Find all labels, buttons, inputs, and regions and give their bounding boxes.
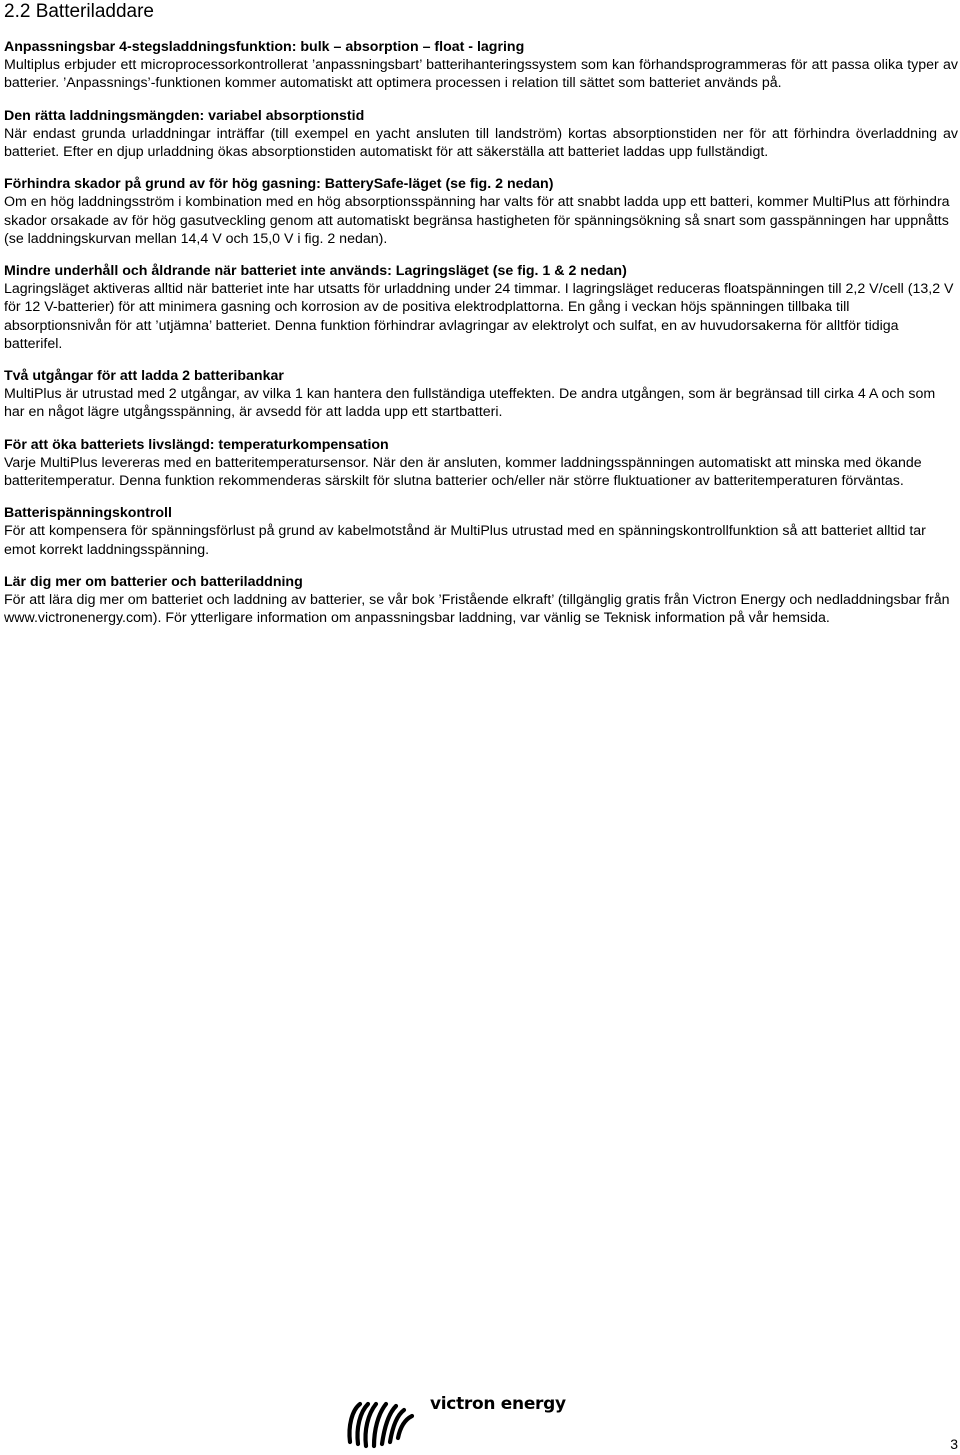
- paragraph-text: Varje MultiPlus levereras med en batteritemperatursensor. När den är ansluten, kommer laddningsspänningen automatiskt att minska med ökande batteritemperatur. Denna funktion rekommenderas särskilt för slutna batterier och/eller när större fluktuationer av batteritemperaturen förväntas.: [4, 454, 922, 490]
- paragraph-heading: Förhindra skador på grund av för hög gasning: BatterySafe-läget (se fig. 2 nedan): [4, 176, 554, 193]
- victron-wave-icon: [344, 1386, 422, 1450]
- paragraph-text: Om en hög laddningsström i kombination med en hög absorptionsspänning har valts för att snabbt ladda upp ett batteri, kommer MultiPlus att förhindra skador orsakade av för hög gasutveckling genom att automatiskt begränsa hastigheten för spänningsökning så snart som gasspänningen har uppnåtts (se laddningskurvan mellan 14,4 V och 15,0 V i fig. 2 nedan).: [4, 194, 950, 247]
- paragraph-text: Multiplus erbjuder ett microprocessorkontrollerat ’anpassningsbart’ batterihanteringssystem som kan förhandsprogrammeras för att passa olika typer av batterier. ’Anpassnings’-funktionen kommer automatiskt att optimera processen i relation till sättet som batteriet används på.: [4, 57, 958, 92]
- paragraph-text: MultiPlus är utrustad med 2 utgångar, av vilka 1 kan hantera den fullständiga uteffekten. De andra utgången, som är begränsad till cirka 4 A och som har en något lägre utgångsspänning, är avsedd för att ladda upp ett startbatteri.: [4, 386, 936, 421]
- paragraph-adaptive-charging: [4, 38, 958, 93]
- logo-wordmark: victron energy: [430, 1394, 566, 1414]
- paragraph-heading: Två utgångar för att ladda 2 batteribankar: [4, 368, 284, 385]
- paragraph-heading: För att öka batteriets livslängd: temperaturkompensation: [4, 436, 389, 453]
- paragraph-text: För att kompensera för spänningsförlust på grund av kabelmotstånd är MultiPlus utrustad med en spänningskontrollfunktion så att batteriet alltid tar emot korrekt laddningsspänning.: [4, 523, 926, 558]
- paragraph-temperature-compensation: [4, 436, 958, 491]
- paragraph-text: För att lära dig mer om batteriet och laddning av batterier, se vår bok ’Fristående elkraft’ (tillgänglig gratis från Victron Energy och nedladdningsbar från www.victronenergy.com). För ytterligare information om anpassningsbar laddning, var vänlig se Teknisk information på vår hemsida.: [4, 592, 950, 627]
- document-page: [4, 0, 958, 641]
- victron-logo: [344, 1386, 564, 1450]
- paragraph-heading: Batterispänningskontroll: [4, 505, 172, 522]
- paragraph-storage-mode: [4, 262, 958, 353]
- paragraph-learn-more: [4, 573, 958, 628]
- paragraph-text: När endast grunda urladdningar inträffar (till exempel en yacht ansluten till landström) kortas absorptionstiden ner för att förhindra överladdning av batteriet. Efter en djup urladdning ökas absorptionstiden automatiskt för att säkerställa att batteriet laddas upp fullständigt.: [4, 125, 958, 161]
- paragraph-batterysafe: [4, 175, 958, 248]
- paragraph-heading: Lär dig mer om batterier och batteriladdning: [4, 573, 303, 590]
- paragraph-text: Lagringsläget aktiveras alltid när batteriet inte har utsatts för urladdning under 24 timmar. I lagringsläget reduceras floatspänningen till 2,2 V/cell (13,2 V för 12 V-batterier) för att minimera gasning och korrosion av de positiva elektrodplattorna. En gång i veckan höjs spänningen tillbaka till absorptionsnivån för att ’utjämna’ batteriet. Denna funktion förhindrar avlagringar av elektrolyt och sulfat, en av huvudorsakerna för alltför tidiga batterifel.: [4, 281, 954, 352]
- paragraph-voltage-sense: [4, 504, 958, 559]
- paragraph-heading: Den rätta laddningsmängden: variabel absorptionstid: [4, 107, 365, 124]
- section-title: 2.2 Batteriladdare: [4, 1, 154, 22]
- page-number: 3: [950, 1436, 958, 1452]
- paragraph-heading: Mindre underhåll och åldrande när batteriet inte används: Lagringsläget (se fig. 1 & 2 nedan): [4, 263, 627, 280]
- paragraph-two-outputs: [4, 367, 958, 422]
- paragraph-absorption-time: [4, 107, 958, 162]
- paragraph-heading: Anpassningsbar 4-stegsladdningsfunktion: bulk – absorption – float - lagring: [4, 39, 525, 55]
